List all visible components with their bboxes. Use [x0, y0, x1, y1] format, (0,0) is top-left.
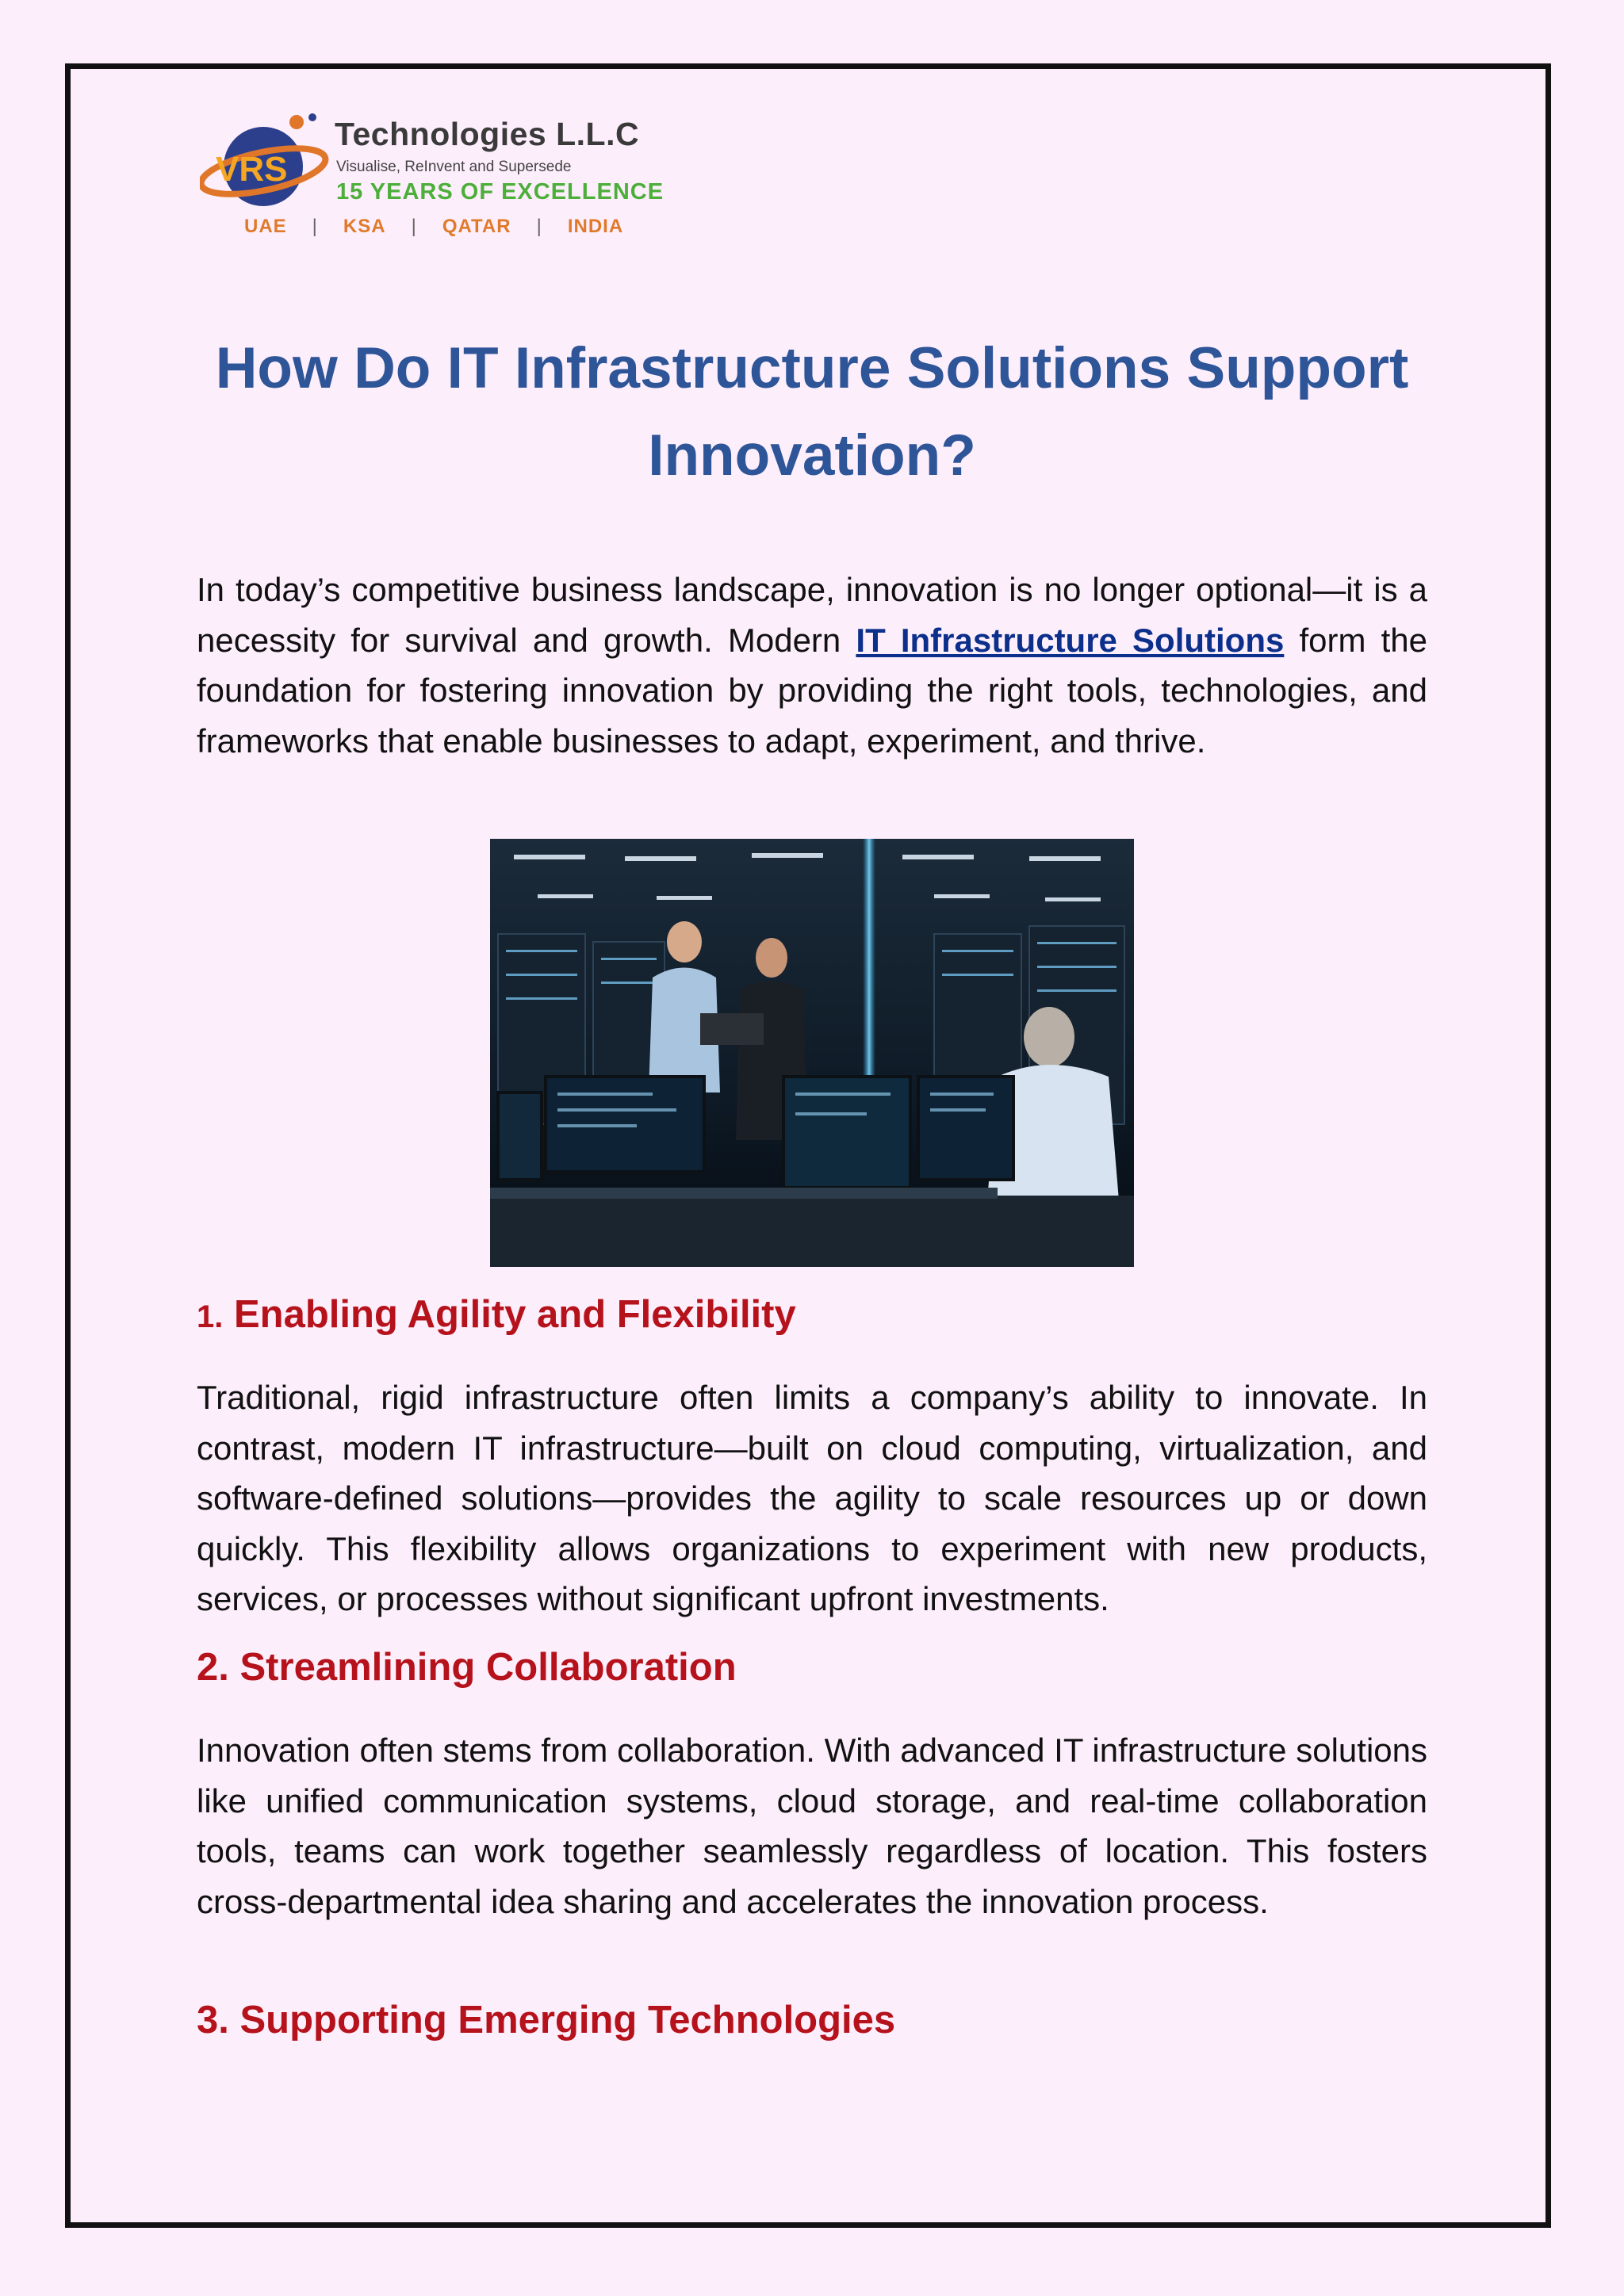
company-tagline: Visualise, ReInvent and Supersede [336, 159, 572, 175]
country-uae: UAE [244, 216, 287, 237]
country-ksa: KSA [343, 216, 386, 237]
section-2-number: 2. [197, 1646, 229, 1689]
country-separator: | [536, 216, 542, 237]
country-separator: | [312, 216, 318, 237]
section-3-heading [197, 1998, 895, 2042]
section-2-heading [197, 1645, 737, 1689]
section-3-title: Supporting Emerging Technologies [239, 1999, 896, 2042]
section-3-number: 3. [197, 1999, 229, 2042]
section-2-title: Streamlining Collaboration [239, 1646, 737, 1689]
intro-text-end: form the foundation for fostering innovation by providing the right tools, technologies, and frameworks that enable businesses to adapt, experiment, and thrive. [197, 621, 1427, 760]
data-center-illustration [490, 839, 1134, 1267]
vrs-globe-logo-icon [200, 109, 343, 220]
excellence-badge: 15 YEARS OF EXCELLENCE [336, 179, 665, 205]
section-2-body: Innovation often stems from collaboration. With advanced IT infrastructure solutions like unified communication systems, cloud storage, and real-time collaboration tools, teams can work together seamlessly regardless of location. This fosters cross-departmental idea sharing and accelerates the innovation process. [197, 1732, 1427, 1920]
it-infrastructure-solutions-link[interactable]: IT Infrastructure Solutions [856, 621, 1285, 659]
company-logo[interactable] [200, 109, 676, 244]
country-separator: | [411, 216, 417, 237]
country-qatar: QATAR [442, 216, 511, 237]
section-1-title: Enabling Agility and Flexibility [233, 1293, 796, 1336]
logo-mark-text: VRS [216, 150, 288, 189]
section-1-body: Traditional, rigid infrastructure often limits a company’s ability to innovate. In contrast, modern IT infrastructure—built on cloud computing, virtualization, and software-defined solutions—provides the agility to scale resources up or down quickly. This flexibility allows organizations to experiment with new products, services, or processes without significant upfront investments. [197, 1379, 1427, 1617]
intro-paragraph [197, 564, 1427, 766]
data-center-photo [490, 839, 1134, 1267]
country-list [244, 216, 623, 238]
section-1-number: 1. [197, 1299, 224, 1334]
page-title: How Do IT Infrastructure Solutions Support Innovation? [215, 336, 1409, 488]
section-1-heading [197, 1292, 796, 1337]
country-india: INDIA [567, 216, 624, 237]
intro-text-start: In today’s competitive business landscape, innovation is no longer optional—it is a necessity for survival and growth. Modern [197, 571, 1427, 659]
company-name: Technologies L.L.C [335, 116, 640, 152]
